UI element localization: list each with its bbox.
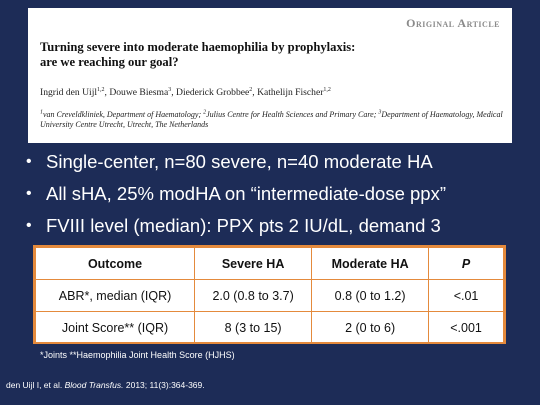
affiliation-mark: 2 — [203, 109, 207, 116]
citation-authors: den Uijl I, et al. — [6, 380, 65, 390]
table-row — [36, 312, 504, 344]
table-cell: Joint Score** (IQR) — [36, 312, 195, 344]
table-cell: 2 (0 to 6) — [312, 312, 429, 344]
citation-details: 2013; 11(3):364-369. — [123, 380, 205, 390]
author-name: Ingrid den Uijl — [40, 87, 98, 98]
column-header-p: P — [429, 248, 504, 280]
outcomes-table — [33, 245, 506, 344]
bullet-dot-icon: • — [26, 185, 32, 202]
bullet-text: Single-center, n=80 severe, n=40 moderate HA — [46, 151, 433, 172]
author-name: Douwe Biesma — [109, 87, 169, 98]
article-header — [28, 8, 512, 143]
author-affiliation-mark: 1,2 — [97, 86, 105, 93]
column-header-severe: Severe HA — [195, 248, 312, 280]
bullet-text: All sHA, 25% modHA on “intermediate-dose ppx” — [46, 183, 446, 204]
citation-journal: Blood Transfus. — [64, 380, 124, 390]
bullet-item — [24, 210, 524, 242]
article-authors: Ingrid den Uijl$^{1,2}$, Douwe Biesma$^3$, Diederick Grobbee$^2$, Kathelijn Fischer$^{1,2}$ — [40, 86, 331, 98]
bullet-dot-icon: • — [26, 217, 32, 234]
bullet-item — [24, 146, 524, 178]
bullet-list — [24, 146, 524, 242]
citation — [6, 380, 205, 390]
article-affiliations — [40, 110, 504, 130]
table-header-row — [36, 248, 504, 280]
column-header-outcome: Outcome — [36, 248, 195, 280]
table-cell: ABR*, median (IQR) — [36, 280, 195, 312]
table-cell: <.001 — [429, 312, 504, 344]
affiliation-mark: 3 — [378, 109, 382, 116]
article-title-line-2: are we reaching our goal? — [40, 55, 179, 69]
table-cell: 0.8 (0 to 1.2) — [312, 280, 429, 312]
table-cell: 8 (3 to 15) — [195, 312, 312, 344]
author-name: Diederick Grobbee — [176, 87, 250, 98]
bullet-dot-icon: • — [26, 153, 32, 170]
bullet-text: FVIII level (median): PPX pts 2 IU/dL, demand 3 — [46, 215, 441, 236]
table-cell: <.01 — [429, 280, 504, 312]
author-affiliation-mark: 1,2 — [323, 86, 331, 93]
article-type-label: Original Article — [406, 16, 500, 30]
table-row — [36, 280, 504, 312]
affiliation-text: Department of Haematology, Medical University Centre Utrecht, Utrecht, The Netherlands — [40, 110, 503, 129]
article-title-line-1: Turning severe into moderate haemophilia by prophylaxis: — [40, 40, 356, 54]
affiliation-text: van Creveldkliniek, Department of Haematology; — [43, 110, 204, 119]
author-name: Kathelijn Fischer — [257, 87, 324, 98]
author-affiliation-mark: 3 — [168, 86, 172, 93]
column-header-moderate: Moderate HA — [312, 248, 429, 280]
affiliation-mark: 1 — [40, 109, 43, 116]
author-affiliation-mark: 2 — [249, 86, 253, 93]
table-cell: 2.0 (0.8 to 3.7) — [195, 280, 312, 312]
article-title — [40, 40, 500, 70]
affiliation-text: Julius Centre for Health Sciences and Primary Care; — [206, 110, 379, 119]
table-footnote: *Joints **Haemophilia Joint Health Score (HJHS) — [40, 350, 235, 360]
bullet-item — [24, 178, 524, 210]
